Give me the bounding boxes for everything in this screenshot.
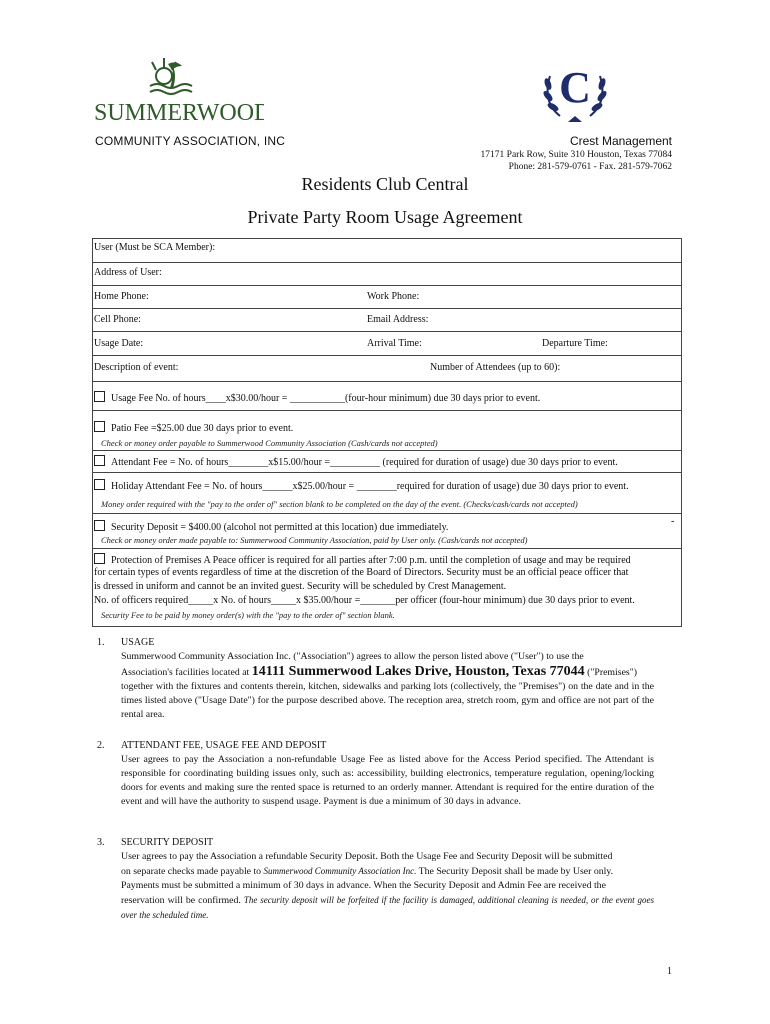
section-3-line-2-pre: on separate checks made payable to bbox=[121, 866, 264, 877]
section-1-line-3: together with the fixtures and contents therein, kitchen, sidewalks and parking lots (collectively, the "Premises") on the date and in the times listed above ("Usage Date") for the purpose described above. The reception area, stretch room, gym and office are not part of the rental area. bbox=[121, 681, 654, 720]
protection-line-3: is dressed in uniform and cannot be an invited guest. Security will be scheduled by Crest Management. bbox=[94, 581, 507, 592]
page-subtitle: Private Party Room Usage Agreement bbox=[247, 207, 523, 227]
section-3-number: 3. bbox=[97, 837, 105, 848]
email-field[interactable]: Email Address: bbox=[367, 314, 429, 325]
section-2-body: User agrees to pay the Association a non-refundable Usage Fee as listed above for the Access Period specified. The Attendant is responsible for coordinating building issues only, such as: accessibility, building electronics, temperature regulation, opening/locking doors for events and making sure the rented space is returned to an orderly manner. Attendant is required for the entire duration of the event and will have the authority to suspend usage. Payment is due a minimum of 30 days in advance. bbox=[121, 754, 654, 807]
attendant-fee-checkbox[interactable] bbox=[94, 455, 105, 466]
section-1-heading: USAGE bbox=[121, 637, 155, 648]
section-1-line-2-pre: Association's facilities located at bbox=[121, 667, 252, 678]
patio-fee-text: Patio Fee =$25.00 due 30 days prior to event. bbox=[111, 423, 294, 434]
section-1-number: 1. bbox=[97, 637, 105, 648]
page-title: Residents Club Central bbox=[301, 174, 469, 194]
premises-address: 14111 Summerwood Lakes Drive, Houston, Texas 77044 bbox=[251, 664, 585, 679]
section-2-heading: ATTENDANT FEE, USAGE FEE AND DEPOSIT bbox=[121, 740, 327, 751]
security-deposit-checkbox[interactable] bbox=[94, 520, 105, 531]
page-number: 1 bbox=[667, 966, 672, 977]
svg-text:SUMMERWOOD: SUMMERWOOD bbox=[94, 100, 264, 126]
section-3-body bbox=[121, 850, 654, 923]
protection-row bbox=[93, 549, 681, 626]
usage-fee-text: Usage Fee No. of hours____x$30.00/hour = ___________(four-hour minimum) due 30 days prior to event. bbox=[111, 393, 541, 404]
section-3-heading: SECURITY DEPOSIT bbox=[121, 837, 214, 848]
security-deposit-row bbox=[93, 514, 681, 549]
description-row bbox=[93, 356, 681, 382]
org-name: COMMUNITY ASSOCIATION, INC bbox=[95, 134, 286, 148]
agreement-form bbox=[92, 238, 682, 627]
crest-logo bbox=[538, 54, 612, 128]
section-1-line-1: Summerwood Community Association Inc. ("Association") agrees to allow the person listed above ("User") to use the bbox=[121, 651, 584, 662]
departure-time-field[interactable]: Departure Time: bbox=[542, 338, 608, 349]
security-deposit-text: Security Deposit = $400.00 (alcohol not permitted at this location) due immediately. bbox=[111, 522, 449, 533]
section-3-line-4-pre: reservation will be confirmed. bbox=[121, 895, 244, 906]
money-order-note: Money order required with the "pay to the order of" section blank to be completed on the day of the event. (Checks/cash/cards not accepted) bbox=[101, 499, 578, 509]
work-phone-field[interactable]: Work Phone: bbox=[367, 291, 420, 302]
protection-line-4: No. of officers required_____x No. of hours_____x $35.00/hour =_______per officer (four-hour minimum) due 30 days prior to event. bbox=[94, 595, 635, 606]
summerwood-logo bbox=[94, 54, 264, 132]
holiday-fee-row bbox=[93, 473, 681, 514]
user-label: User (Must be SCA Member): bbox=[94, 242, 216, 253]
patio-fee-row bbox=[93, 411, 681, 451]
payee-name: Summerwood Community Association Inc. bbox=[263, 866, 417, 876]
section-2-number: 2. bbox=[97, 740, 105, 751]
protection-checkbox[interactable] bbox=[94, 553, 105, 564]
section-3-line-1: User agrees to pay the Association a refundable Security Deposit. Both the Usage Fee and Security Deposit will be submitted bbox=[121, 851, 613, 862]
section-1-line-2-post: ("Premises") bbox=[584, 667, 638, 678]
arrival-time-field[interactable]: Arrival Time: bbox=[367, 338, 422, 349]
user-row[interactable] bbox=[93, 239, 681, 263]
address-row[interactable] bbox=[93, 263, 681, 286]
attendees-field[interactable]: Number of Attendees (up to 60): bbox=[430, 362, 561, 373]
section-1-body bbox=[121, 650, 654, 722]
mgmt-name: Crest Management bbox=[569, 134, 672, 148]
holiday-fee-checkbox[interactable] bbox=[94, 479, 105, 490]
description-field[interactable]: Description of event: bbox=[94, 362, 179, 373]
cell-email-row bbox=[93, 309, 681, 332]
protection-line-2: for certain types of events regardless of time at the discretion of the Board of Directors. Security must be an official peace officer that bbox=[94, 567, 629, 578]
usage-date-field[interactable]: Usage Date: bbox=[94, 338, 144, 349]
protection-line-1: Protection of Premises A Peace officer is required for all parties after 7:00 p.m. until the completion of usage and may be required bbox=[111, 555, 631, 566]
section-3-line-3: Payments must be submitted a minimum of 30 days in advance. When the Security Deposit and Admin Fee are received the bbox=[121, 880, 606, 891]
section-3-line-2-post: The Security Deposit shall be made by User only. bbox=[416, 866, 614, 877]
security-fee-note: Security Fee to be paid by money order(s) with the "pay to the order of" section blank. bbox=[101, 610, 395, 620]
usage-fee-row bbox=[93, 382, 681, 411]
phone-row bbox=[93, 286, 681, 309]
svg-text:C: C bbox=[559, 63, 591, 112]
date-row bbox=[93, 332, 681, 356]
holiday-fee-text: Holiday Attendant Fee = No. of hours______x$25.00/hour = ________required for duration of usage) due 30 days prior to event. bbox=[111, 481, 629, 492]
patio-fee-checkbox[interactable] bbox=[94, 421, 105, 432]
summerwood-sun-tree-icon bbox=[94, 54, 264, 132]
attendant-fee-row bbox=[93, 451, 681, 473]
cell-phone-field[interactable]: Cell Phone: bbox=[94, 314, 141, 325]
address-label: Address of User: bbox=[94, 267, 162, 278]
check-payable-note: Check or money order payable to Summerwood Community Association (Cash/cards not accepted) bbox=[101, 438, 438, 448]
mgmt-address: 17171 Park Row, Suite 310 Houston, Texas 77084 bbox=[480, 150, 672, 160]
usage-fee-checkbox[interactable] bbox=[94, 391, 105, 402]
home-phone-field[interactable]: Home Phone: bbox=[94, 291, 149, 302]
security-payable-note: Check or money order made payable to: Summerwood Community Association, paid by User only. (Cash/cards not accepted) bbox=[101, 535, 528, 545]
laurel-wreath-icon bbox=[538, 54, 612, 128]
attendant-fee-text: Attendant Fee = No. of hours________x$15.00/hour =__________ (required for duration of usage) due 30 days prior to event. bbox=[111, 457, 618, 468]
mgmt-phone: Phone: 281-579-0761 - Fax. 281-579-7062 bbox=[508, 162, 672, 172]
forfeit-clause: The security deposit will be forfeited if the facility is damaged, additional cleaning is needed, or the event goes over the scheduled time. bbox=[121, 895, 654, 920]
security-dash: - bbox=[671, 516, 675, 527]
